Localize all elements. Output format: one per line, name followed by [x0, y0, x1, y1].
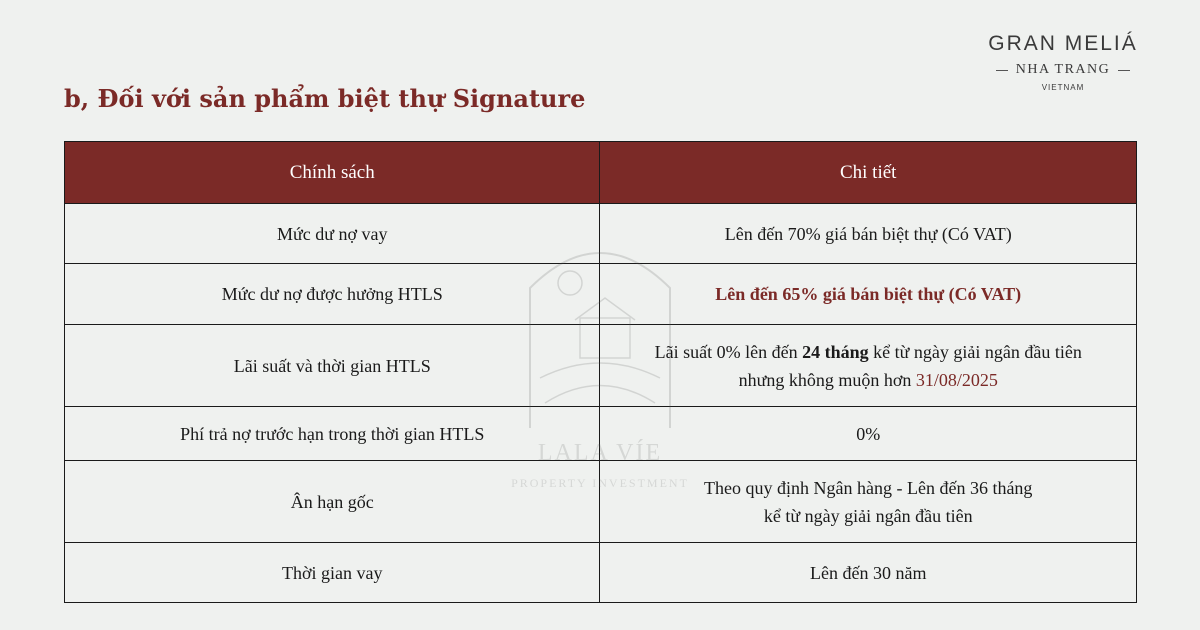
detail-cell	[600, 325, 1137, 407]
logo-country: VIETNAM	[1041, 83, 1085, 92]
detail-text: kể từ ngày giải ngân đầu tiên	[763, 505, 973, 526]
detail-bold-duration: 24 tháng	[802, 341, 869, 362]
policy-cell: Mức dư nợ được hưởng HTLS	[65, 264, 600, 325]
detail-text: Theo quy định Ngân hàng - Lên đến 36 tháng	[704, 477, 1033, 498]
logo-location-row	[988, 62, 1138, 78]
detail-cell: 0%	[600, 407, 1137, 461]
logo-dash-right	[1118, 70, 1130, 71]
detail-cell-highlight: Lên đến 65% giá bán biệt thự (Có VAT)	[600, 264, 1137, 325]
watermark-tagline: PROPERTY INVESTMENT	[511, 476, 689, 490]
table-header-row	[65, 142, 1137, 204]
detail-text: Lãi suất 0% lên đến	[654, 341, 803, 362]
detail-date: 31/08/2025	[915, 369, 998, 390]
logo-dash-left	[996, 70, 1008, 71]
logo-location: NHA TRANG	[1015, 62, 1111, 77]
policy-cell: Thời gian vay	[65, 543, 600, 603]
policy-table	[64, 141, 1137, 603]
detail-cell: Lên đến 70% giá bán biệt thự (Có VAT)	[600, 204, 1137, 264]
header-policy: Chính sách	[65, 142, 600, 204]
detail-cell	[600, 461, 1137, 543]
policy-cell: Mức dư nợ vay	[65, 204, 600, 264]
table-row	[65, 204, 1137, 264]
brand-logo	[988, 32, 1138, 92]
policy-cell: Ân hạn gốc	[65, 461, 600, 543]
table-row	[65, 264, 1137, 325]
page-title: b, Đối với sản phẩm biệt thự Signature	[64, 84, 586, 113]
table-row	[65, 407, 1137, 461]
table-row	[65, 325, 1137, 407]
detail-cell: Lên đến 30 năm	[600, 543, 1137, 603]
detail-text: kể từ ngày giải ngân đầu tiên	[868, 341, 1082, 362]
header-detail: Chi tiết	[600, 142, 1137, 204]
watermark-name: LALA VÍE	[537, 440, 663, 466]
table-row	[65, 461, 1137, 543]
policy-cell: Phí trả nợ trước hạn trong thời gian HTLS	[65, 407, 600, 461]
logo-brand: GRAN MELIÁ	[988, 32, 1138, 55]
table-row	[65, 543, 1137, 603]
detail-text: nhưng không muộn hơn	[738, 369, 916, 390]
policy-cell: Lãi suất và thời gian HTLS	[65, 325, 600, 407]
